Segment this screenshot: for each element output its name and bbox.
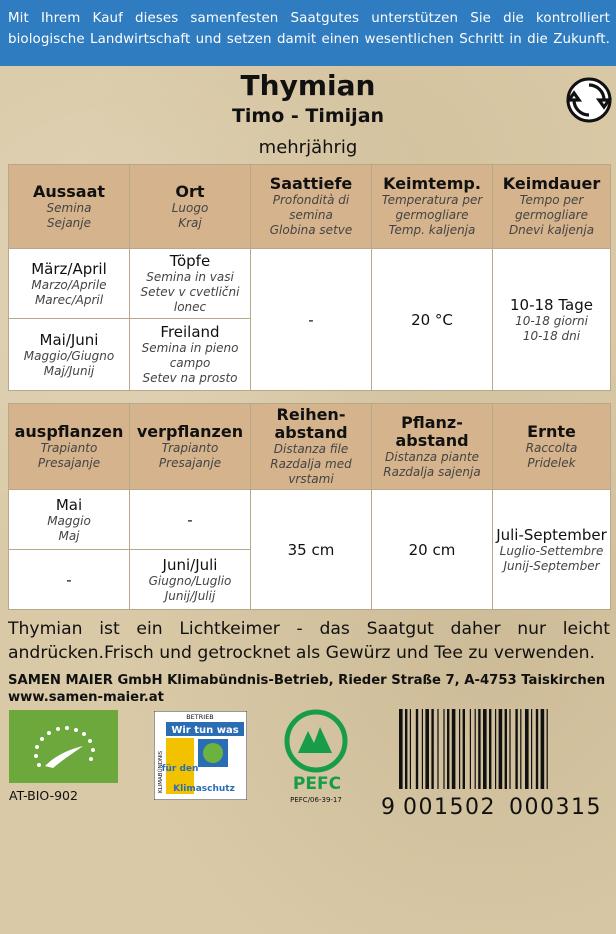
- barcode-group-1: 001502: [403, 795, 496, 817]
- barcode-bar: [463, 709, 465, 789]
- cell-aussaat-2: Mai/Juni Maggio/Giugno Maj/Junij: [9, 319, 130, 391]
- barcode-bar: [536, 709, 538, 789]
- cell-keimtemp: 20 °C: [372, 249, 493, 391]
- barcode-bar: [431, 709, 433, 789]
- cell-saattiefe: -: [251, 249, 372, 391]
- header-ernte: Ernte Raccolta Pridelek: [493, 404, 611, 490]
- climate-line-2: für den: [161, 764, 199, 774]
- cell-auspflanzen-2: -: [9, 550, 130, 610]
- product-name: Thymian: [240, 69, 376, 102]
- barcode-bar: [443, 709, 444, 789]
- barcode-bar: [416, 709, 418, 789]
- cell-auspflanzen-1: Mai Maggio Maj: [9, 490, 130, 550]
- intro-banner: [0, 0, 616, 66]
- cell-verpflanzen-2: Juni/Juli Giugno/Luglio Junij/Julij: [130, 550, 251, 610]
- barcode-bar: [515, 709, 517, 789]
- header-saattiefe: Saattiefe Profondità di semina Globina setve: [251, 165, 372, 249]
- recycle-icon: [566, 77, 612, 123]
- planting-table: [8, 403, 611, 610]
- barcode-bar: [459, 709, 460, 789]
- barcode-bar: [505, 709, 507, 789]
- cell-ernte: Juli-September Luglio-Settembre Junij-September: [493, 490, 611, 610]
- company-website: www.samen-maier.at: [8, 690, 164, 705]
- cell-keimdauer: 10-18 Tage 10-18 giorni 10-18 dni: [493, 249, 611, 391]
- cell-verpflanzen-1: -: [130, 490, 251, 550]
- header-keimtemp: Keimtemp. Temperatura per germogliare Temp. kaljenja: [372, 165, 493, 249]
- barcode-bar: [425, 709, 429, 789]
- barcode-bar: [531, 709, 532, 789]
- barcode-bar: [489, 709, 491, 789]
- barcode-bar: [525, 709, 529, 789]
- barcode-group-2: 000315: [509, 795, 602, 817]
- barcode-first-digit: 9: [381, 795, 395, 817]
- barcode-bar: [541, 709, 545, 789]
- climate-side-text: KLIMABÜNDNIS: [158, 750, 164, 793]
- barcode-bar: [437, 709, 438, 789]
- climate-line-3: Klimaschutz: [173, 784, 235, 794]
- barcode-bar: [483, 709, 487, 789]
- product-translations: Timo - Timijan: [231, 105, 385, 127]
- company-address: SAMEN MAIER GmbH Klimabündnis-Betrieb, Rieder Straße 7, A-4753 Taiskirchen: [8, 673, 606, 688]
- eu-organic-leaf-icon: [9, 710, 118, 783]
- barcode-bar: [475, 709, 476, 789]
- cell-reihenabstand: 35 cm: [251, 490, 372, 610]
- product-life-cycle: mehrjährig: [258, 137, 358, 158]
- header-pflanzabstand: Pflanz-abstand Distanza piante Razdalja sajenja: [372, 404, 493, 490]
- barcode-bar: [499, 709, 503, 789]
- barcode-bar: [422, 709, 423, 789]
- barcode-bar: [478, 709, 480, 789]
- barcode-bar: [470, 709, 471, 789]
- product-description: Thymian ist ein Lichtkeimer - das Saatgut daher nur leicht andrücken.Frisch und getrocknet als Gewürz und Tee zu verwenden.: [8, 619, 610, 663]
- barcode-bar: [520, 709, 521, 789]
- barcode-bar: [447, 709, 449, 789]
- intro-line-1: Mit Ihrem Kauf dieses samenfesten Saatgutes unterstützen Sie die kontrolliert: [8, 11, 610, 26]
- company-info: [8, 672, 612, 706]
- header-keimdauer: Keimdauer Tempo per germogliare Dnevi kaljenja: [493, 165, 611, 249]
- header-reihenabstand: Reihen-abstand Distanza file Razdalja med vrstami: [251, 404, 372, 490]
- pefc-icon: [280, 709, 358, 809]
- cell-ort-2: Freiland Semina in pieno campo Setev na prosto: [130, 319, 251, 391]
- cell-ort-1: Töpfe Semina in vasi Setev v cvetlični lonec: [130, 249, 251, 319]
- header-auspflanzen: auspflanzen Trapianto Presajanje: [9, 404, 130, 490]
- intro-line-2: biologische Landwirtschaft und setzen damit einen wesentlichen Schritt in die Zukunft.: [8, 32, 610, 47]
- barcode-bar: [495, 709, 496, 789]
- cell-pflanzabstand: 20 cm: [372, 490, 493, 610]
- pefc-label: PEFC: [292, 774, 342, 794]
- sowing-table: [8, 164, 611, 391]
- barcode: [381, 707, 614, 817]
- barcode-bar: [410, 709, 411, 789]
- eu-organic-code: AT-BIO-902: [9, 788, 78, 803]
- barcode-bar: [509, 709, 510, 789]
- header-ort: Ort Luogo Kraj: [130, 165, 251, 249]
- klimabuendnis-icon: [154, 711, 247, 800]
- cell-aussaat-1: März/April Marzo/Aprile Marec/April: [9, 249, 130, 319]
- barcode-bar: [405, 709, 407, 789]
- header-aussaat: Aussaat Semina Sejanje: [9, 165, 130, 249]
- climate-line-1: Wir tun was: [171, 725, 239, 736]
- barcode-bar: [399, 709, 403, 789]
- climate-top-text: BETRIEB: [186, 713, 214, 721]
- barcode-bar: [547, 709, 548, 789]
- header-verpflanzen: verpflanzen Trapianto Presajanje: [130, 404, 251, 490]
- barcode-bar: [452, 709, 456, 789]
- pefc-code: PEFC/06-39-17: [290, 796, 342, 804]
